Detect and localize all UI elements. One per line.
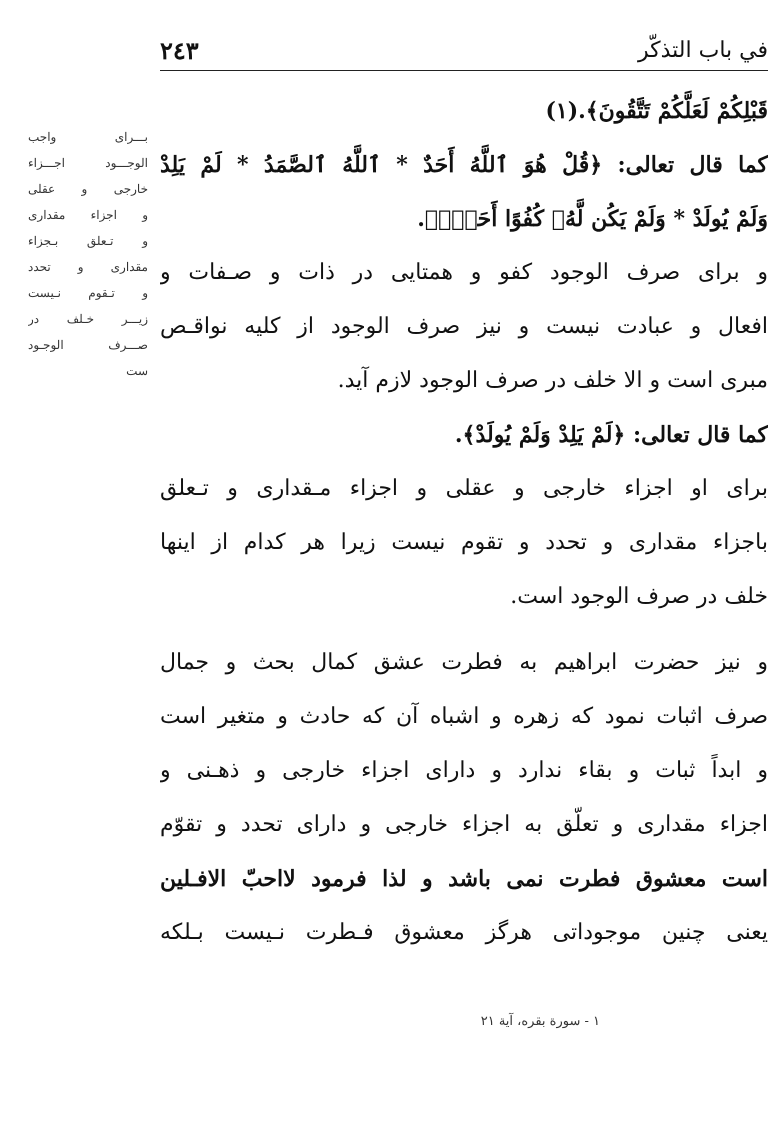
text-line-15: است معشوق فطرت نمى باشد و لذا فرمود لااحبّ الافـلين <box>160 866 768 892</box>
footnote: ١ - سورة بقره، آية ٢١ <box>480 1014 600 1029</box>
margin-line: الوجـــود اجـــزاء <box>28 156 148 170</box>
margin-line: خارجى و عقلى <box>28 182 148 196</box>
page-number: ٢٤٣ <box>160 36 199 65</box>
text-line-9: باجزاء مقدارى و تحدد و تقوم نيست زيرا هر كدام از اينها <box>160 530 768 555</box>
text-line-3: وَلَمْ يُولَدْ * وَلَمْ يَكُن لَّهُۥ كُفُوًا أَحَدٌۢ﴾. <box>417 206 768 232</box>
text-line-10: خلف در صرف الوجود است. <box>510 584 768 609</box>
margin-line: و تـعلق بـجزاء <box>28 234 148 248</box>
text-line-12: صرف اثبات نمود كه زهره و اشباه آن كه حادث و متغير است <box>160 704 768 729</box>
main-text <box>160 84 768 960</box>
margin-line: و اجزاء مقدارى <box>28 208 148 222</box>
margin-line: و تـقوم نـيست <box>28 286 148 300</box>
text-line-7: كما قال تعالى: ﴿لَمْ يَلِدْ وَلَمْ يُولَدْ﴾. <box>454 422 768 448</box>
text-line-2: كما قال تعالى: ﴿قُلْ هُوَ ٱللَّهُ أَحَدٌ * ٱللَّهُ ٱلصَّمَدُ * لَمْ يَلِدْ <box>160 152 768 178</box>
text-line-14: اجزاء مقدارى و تعلّق به اجزاء خارجى و داراى تحدد و تقوّم <box>160 812 768 837</box>
margin-line: صـــرف الوجـود <box>28 338 148 352</box>
text-line-5: افعال و عبادت نيست و نيز صرف الوجود از كليه نواقـص <box>160 314 768 339</box>
margin-line: زيـــر خـلف در <box>28 312 148 326</box>
text-line-16: يعنى چنين موجوداتى هرگز معشوق فـطرت نـيست بـلكه <box>160 920 768 945</box>
paragraph-gap <box>160 624 768 636</box>
margin-line: بـــراى واجب <box>28 130 148 144</box>
text-line-6: مبرى است و الا خلف در صرف الوجود لازم آيد. <box>337 368 768 393</box>
running-title: في باب التذكّر <box>638 38 768 63</box>
margin-note <box>28 124 148 384</box>
text-line-11: و نيز حضرت ابراهيم به فطرت عشق كمال بحث و جمال <box>160 650 768 675</box>
text-line-8: براى او اجزاء خارجى و عقلى و اجزاء مـقدارى و تـعلق <box>160 476 768 501</box>
text-line-13: و ابداً ثبات و بقاء ندارد و داراى اجزاء خارجى و ذهـنى و <box>160 758 768 783</box>
text-line-4: و براى صرف الوجود كفو و همتايى در ذات و صـفات و <box>160 260 768 285</box>
margin-line: ست <box>126 364 148 378</box>
margin-line: مقدارى و تحدد <box>28 260 148 274</box>
text-line-1: قَبْلِكُمْ لَعَلَّكُمْ تَتَّقُونَ﴾.(١) <box>545 98 768 124</box>
page-header <box>160 30 768 71</box>
